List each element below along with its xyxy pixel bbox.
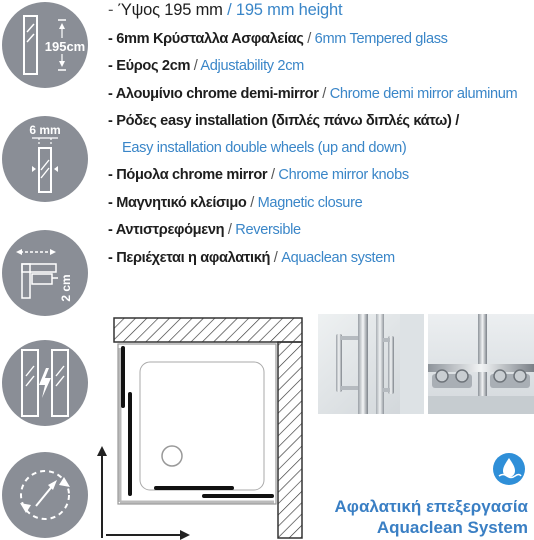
adjust-badge — [2, 230, 88, 316]
magnetic-badge — [2, 340, 88, 426]
glass-badge-label: 6 mm — [29, 123, 61, 137]
spec-aluminum: - Αλουμίνιο chrome demi-mirror / Chrome demi mirror aluminum — [108, 86, 518, 102]
water-drop-icon — [492, 452, 526, 486]
height-badge-label: 195cm — [44, 39, 86, 54]
double-wheels-photo — [428, 314, 534, 414]
panel-height-icon — [2, 2, 88, 88]
spec-wheels-english: Easy installation double wheels (up and down) — [122, 140, 407, 156]
shower-tray — [118, 344, 276, 504]
chrome-handles-photo — [318, 314, 424, 414]
glass-badge — [2, 116, 88, 202]
glass-thickness-icon — [2, 116, 88, 202]
spec-glass: - 6mm Κρύσταλλα Ασφαλείας / 6mm Tempered glass — [108, 31, 448, 47]
aquaclean-english-title: Aquaclean System — [376, 518, 528, 537]
spec-adjustability: - Εύρος 2cm / Adjustability 2cm — [108, 58, 304, 74]
photo-handles — [318, 314, 424, 414]
photo-wheels — [428, 314, 534, 414]
spec-knobs: - Πόμολα chrome mirror / Chrome mirror knobs — [108, 167, 409, 183]
tray-basin — [140, 362, 264, 490]
drain-icon — [162, 446, 182, 466]
magnetic-closure-icon — [2, 340, 88, 426]
top-wall — [114, 318, 302, 342]
spec-magnetic: - Μαγνητικό κλείσιμο / Magnetic closure — [108, 195, 363, 211]
aquaclean-greek-title: Αφαλατική επεξεργασία — [334, 497, 528, 516]
height-badge — [2, 2, 88, 88]
spec-aquaclean: - Περιέχεται η αφαλατική / Aquaclean system — [108, 250, 395, 266]
spec-reversible: - Αντιστρεφόμενη / Reversible — [108, 222, 301, 238]
spec-height: - Ύψος 195 mm / 195 mm height — [108, 1, 343, 19]
spec-wheels: - Ρόδες easy installation (διπλές πάνω διπλές κάτω) / — [108, 113, 459, 129]
adjustability-icon — [2, 230, 88, 316]
adjust-badge-label: 2 cm — [59, 274, 73, 302]
